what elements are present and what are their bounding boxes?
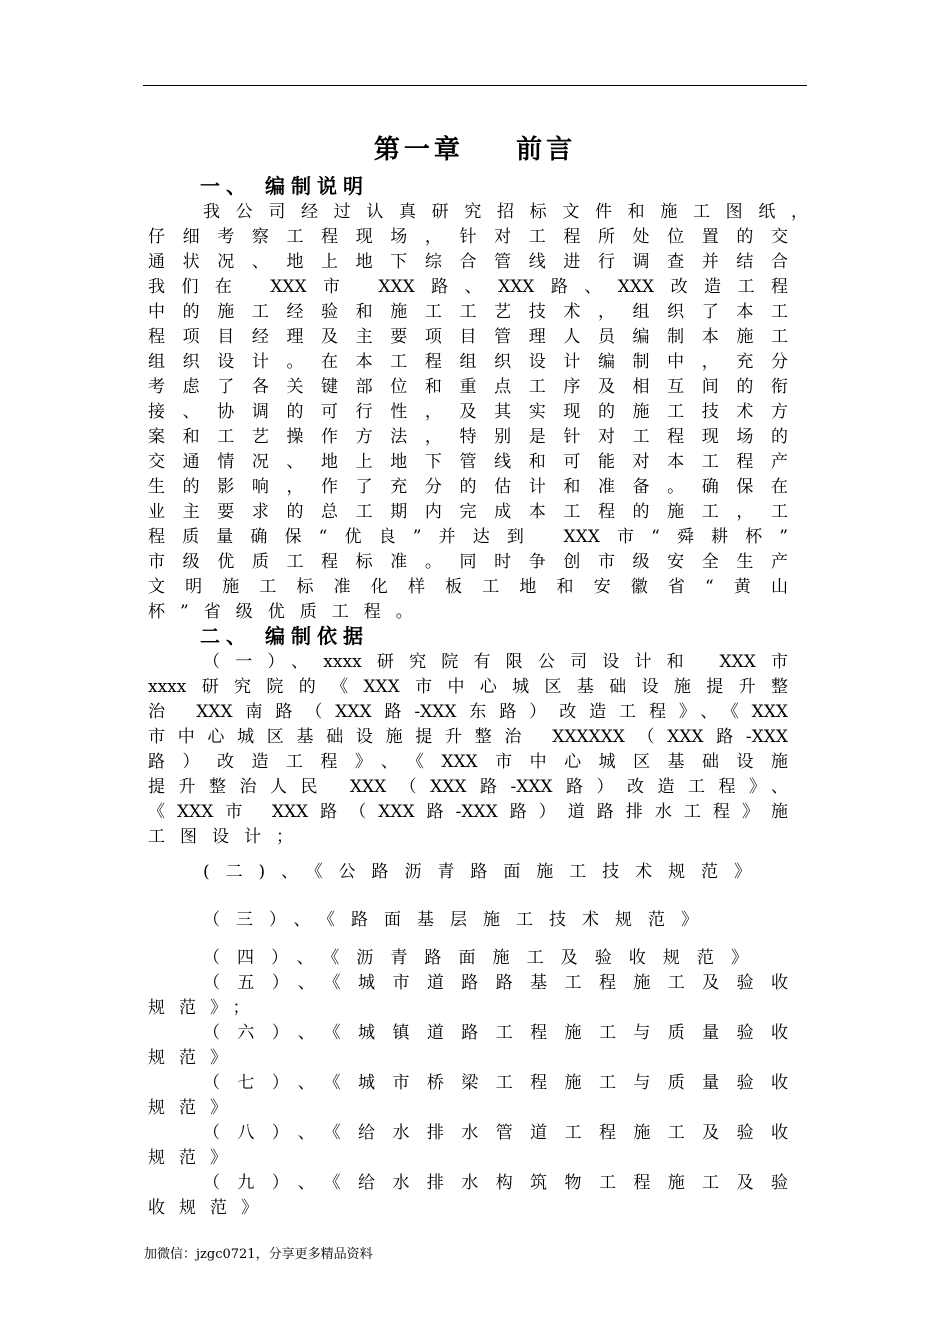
paragraph-line: 我们在 XXX市 XXX路、XXX路、XXX改造工程 [148, 277, 788, 297]
paragraph-line: 组织设计。在本工程组织设计编制中，充分 [148, 352, 788, 372]
basis-item-1-line: 工图设计； [148, 827, 308, 847]
basis-item-7-line: 规范》 [148, 1098, 241, 1118]
paragraph-line: 案和工艺操作方法，特别是针对工程现场的 [148, 427, 788, 447]
basis-item-8-line: 规范》 [148, 1148, 241, 1168]
footer-note: 加微信：jzgc0721，分享更多精品资料 [144, 1247, 373, 1262]
basis-item-3: （三）、《路面基层施工技术规范》 [203, 910, 698, 930]
basis-item-1-line: 治 XXX南路（XXX路-XXX东路）改造工程》、《XXX [148, 702, 788, 722]
paragraph-line: 我公司经过认真研究招标文件和施工图纸， [203, 202, 808, 222]
section-heading-preparation-notes: 一、 编制说明 [200, 174, 369, 198]
paragraph-line: 接、协调的可行性，及其实现的施工技术方 [148, 402, 788, 422]
basis-item-7-line: （七）、《城市桥梁工程施工与质量验收 [203, 1073, 788, 1093]
paragraph-line: 考虑了各关键部位和重点工序及相互间的衔 [148, 377, 788, 397]
paragraph-line: 交通情况、地上地下管线和可能对本工程产 [148, 452, 788, 472]
basis-item-1-line: xxxx研究院的《XXX市中心城区基础设施提升整 [148, 677, 788, 697]
header-rule [143, 85, 807, 86]
basis-item-6-line: 规范》 [148, 1048, 241, 1068]
paragraph-line: 通状况、地上地下综合管线进行调查并结合 [148, 252, 788, 272]
paragraph-line: 程项目经理及主要项目管理人员编制本施工 [148, 327, 788, 347]
basis-item-2: (二)、《公路沥青路面施工技术规范》 [203, 862, 751, 882]
basis-item-1-line: 《XXX市 XXX路（XXX路-XXX路）道路排水工程》施 [148, 802, 788, 822]
paragraph-line: 生的影响，作了充分的估计和准备。确保在 [148, 477, 788, 497]
paragraph-line: 市级优质工程标准。同时争创市级安全生产 [148, 552, 788, 572]
paragraph-line: 程质量确保“优良”并达到 XXX市“舜耕杯” [148, 527, 788, 547]
basis-item-9-line: 收规范》 [148, 1198, 272, 1218]
basis-item-4: （四）、《沥青路面施工及验收规范》 [203, 948, 748, 968]
basis-item-1-line: 市中心城区基础设施提升整治 XXXXXX（XXX路-XXX [148, 727, 788, 747]
paragraph-line: 仔细考察工程现场，针对工程所处位置的交 [148, 227, 788, 247]
paragraph-line: 业主要求的总工期内完成本工程的施工，工 [148, 502, 788, 522]
basis-item-1-line: 路）改造工程》、《XXX市中心城区基础设施 [148, 752, 788, 772]
paragraph-line: 杯”省级优质工程。 [148, 602, 428, 622]
basis-item-5-line: （五）、《城市道路路基工程施工及验收 [203, 973, 788, 993]
paragraph-line: 中的施工经验和施工工艺技术，组织了本工 [148, 302, 788, 322]
chapter-title: 第一章 前言 [373, 135, 577, 165]
basis-item-8-line: （八）、《给水排水管道工程施工及验收 [203, 1123, 788, 1143]
paragraph-line: 文明施工标准化样板工地和安徽省“黄山 [148, 577, 788, 597]
basis-item-1-line: 提升整治人民 XXX（XXX路-XXX路）改造工程》、 [148, 777, 788, 797]
basis-item-6-line: （六）、《城镇道路工程施工与质量验收 [203, 1023, 788, 1043]
section-heading-basis: 二、 编制依据 [200, 624, 369, 648]
basis-item-5-line: 规范》； [148, 998, 264, 1018]
basis-item-9-line: （九）、《给水排水构筑物工程施工及验 [203, 1173, 788, 1193]
basis-item-1-line: （一）、xxxx研究院有限公司设计和 XXX市 [203, 652, 788, 672]
